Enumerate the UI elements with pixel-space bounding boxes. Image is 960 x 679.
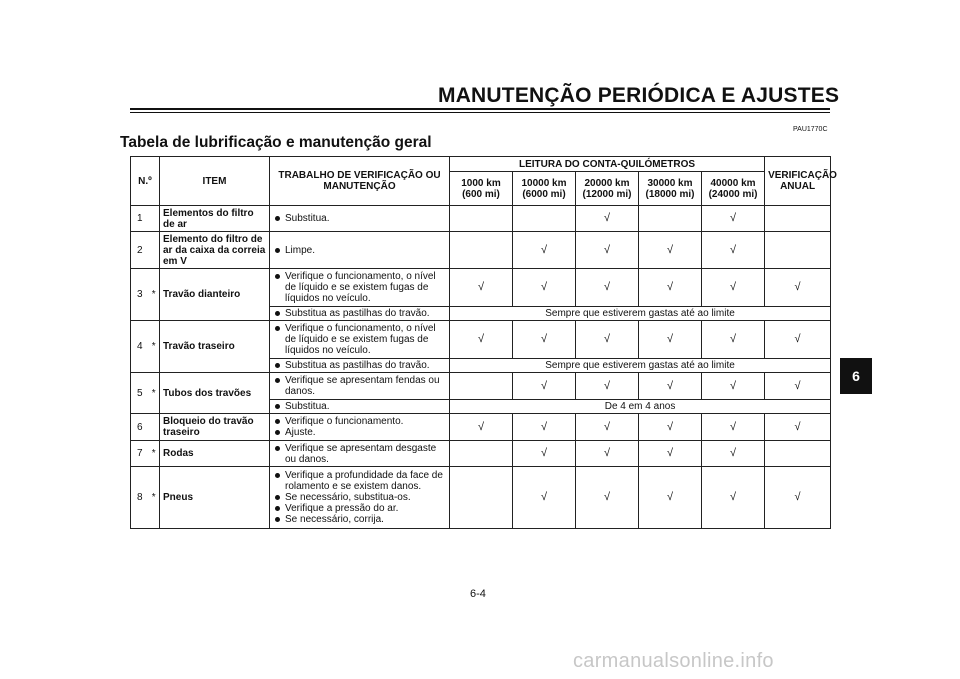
check-mark	[765, 206, 831, 232]
row-number: 6	[131, 414, 149, 441]
row-asterisk	[149, 232, 160, 269]
row-number: 2	[131, 232, 149, 269]
row-work	[270, 400, 450, 414]
work-list	[273, 443, 446, 465]
row-item: Travão traseiro	[160, 321, 270, 373]
check-mark: √	[765, 414, 831, 441]
row-asterisk: *	[149, 441, 160, 467]
check-mark: √	[765, 373, 831, 400]
table-row	[131, 373, 831, 400]
check-mark: √	[639, 441, 702, 467]
check-mark	[450, 206, 513, 232]
table-row	[131, 414, 831, 441]
check-mark: √	[576, 321, 639, 359]
check-mark: √	[513, 467, 576, 529]
interval-km: 1000 km	[461, 177, 501, 189]
work-item: Substitua as pastilhas do travão.	[273, 308, 446, 319]
check-mark: √	[702, 206, 765, 232]
check-mark: √	[639, 414, 702, 441]
page-title: MANUTENÇÃO PERIÓDICA E AJUSTES	[438, 84, 840, 107]
interval-km: 10000 km	[521, 177, 567, 189]
maintenance-table	[130, 156, 837, 529]
check-mark: √	[576, 232, 639, 269]
interval-note: Sempre que estiverem gastas até ao limite	[450, 307, 831, 321]
row-work	[270, 232, 450, 269]
row-number: 3	[131, 269, 149, 321]
check-mark: √	[639, 269, 702, 307]
work-list	[273, 323, 446, 356]
check-mark: √	[513, 321, 576, 359]
row-work	[270, 467, 450, 529]
work-item: Verifique a profundidade da face de rolamento e se existem danos.	[273, 470, 446, 492]
row-work	[270, 321, 450, 359]
check-mark	[450, 467, 513, 529]
title-rule-thin	[130, 112, 830, 113]
row-number: 5	[131, 373, 149, 414]
check-mark: √	[576, 414, 639, 441]
work-item: Substitua.	[273, 401, 446, 412]
check-mark: √	[702, 232, 765, 269]
work-list	[273, 213, 446, 224]
work-list	[273, 245, 446, 256]
row-item: Pneus	[160, 467, 270, 529]
row-work	[270, 269, 450, 307]
row-number: 8	[131, 467, 149, 529]
reference-code: PAU1770C	[793, 126, 828, 133]
check-mark: √	[765, 321, 831, 359]
check-mark	[450, 373, 513, 400]
row-number: 1	[131, 206, 149, 232]
row-item: Tubos dos travões	[160, 373, 270, 414]
work-item: Substitua as pastilhas do travão.	[273, 360, 446, 371]
work-list	[273, 375, 446, 397]
work-item: Verifique se apresentam desgaste ou danos.	[273, 443, 446, 465]
check-mark: √	[702, 467, 765, 529]
header-interval	[639, 172, 702, 206]
header-work: TRABALHO DE VERIFICAÇÃO OU MANUTENÇÃO	[270, 157, 450, 206]
table-row	[131, 321, 831, 359]
work-list	[273, 416, 446, 438]
table-row	[131, 206, 831, 232]
work-item: Se necessário, substitua-os.	[273, 492, 446, 503]
row-item: Bloqueio do travão traseiro	[160, 414, 270, 441]
row-number: 4	[131, 321, 149, 373]
check-mark	[765, 441, 831, 467]
interval-mi: (18000 mi)	[645, 188, 695, 200]
check-mark: √	[450, 414, 513, 441]
row-work	[270, 206, 450, 232]
header-item: ITEM	[160, 157, 270, 206]
table-row	[131, 441, 831, 467]
work-list	[273, 360, 446, 371]
work-list	[273, 308, 446, 319]
row-asterisk: *	[149, 467, 160, 529]
work-item: Verifique o funcionamento.	[273, 416, 446, 427]
check-mark	[513, 206, 576, 232]
check-mark: √	[702, 373, 765, 400]
work-list	[273, 401, 446, 412]
check-mark: √	[702, 321, 765, 359]
work-item: Limpe.	[273, 245, 446, 256]
row-number: 7	[131, 441, 149, 467]
row-work	[270, 359, 450, 373]
header-interval	[702, 172, 765, 206]
row-item: Elemento do filtro de ar da caixa da correia em V	[160, 232, 270, 269]
row-item: Elementos do filtro de ar	[160, 206, 270, 232]
work-item: Substitua.	[273, 213, 446, 224]
check-mark: √	[765, 269, 831, 307]
check-mark: √	[702, 414, 765, 441]
table-row	[131, 232, 831, 269]
interval-note: De 4 em 4 anos	[450, 400, 831, 414]
check-mark: √	[576, 269, 639, 307]
check-mark: √	[576, 206, 639, 232]
chapter-tab[interactable]: 6	[840, 358, 872, 394]
table-body	[131, 206, 831, 529]
work-item: Se necessário, corrija.	[273, 514, 446, 525]
check-mark: √	[702, 269, 765, 307]
check-mark	[639, 206, 702, 232]
check-mark	[450, 232, 513, 269]
row-work	[270, 441, 450, 467]
check-mark	[765, 232, 831, 269]
check-mark: √	[576, 373, 639, 400]
interval-mi: (6000 mi)	[522, 188, 566, 200]
interval-mi: (600 mi)	[462, 188, 500, 200]
row-item: Travão dianteiro	[160, 269, 270, 321]
work-item: Ajuste.	[273, 427, 446, 438]
interval-km: 20000 km	[584, 177, 630, 189]
header-interval	[576, 172, 639, 206]
check-mark: √	[639, 373, 702, 400]
table-row	[131, 269, 831, 307]
header-odometer: LEITURA DO CONTA-QUILÓMETROS	[450, 157, 765, 172]
work-item: Verifique a pressão do ar.	[273, 503, 446, 514]
work-list	[273, 470, 446, 525]
interval-mi: (24000 mi)	[708, 188, 758, 200]
page-number: 6-4	[470, 588, 486, 600]
check-mark: √	[450, 269, 513, 307]
interval-km: 40000 km	[710, 177, 756, 189]
work-item: Verifique o funcionamento, o nível de líquido e se existem fugas de líquidos no veículo.	[273, 323, 446, 356]
watermark: carmanualsonline.info	[573, 650, 774, 672]
check-mark: √	[513, 232, 576, 269]
header-annual-check: VERIFICAÇÃO ANUAL	[765, 157, 831, 206]
check-mark: √	[639, 232, 702, 269]
work-list	[273, 271, 446, 304]
title-rule	[130, 108, 830, 110]
section-title: Tabela de lubrificação e manutenção geral	[120, 134, 432, 151]
interval-km: 30000 km	[647, 177, 693, 189]
row-work	[270, 414, 450, 441]
row-asterisk: *	[149, 373, 160, 414]
header-interval	[450, 172, 513, 206]
row-item: Rodas	[160, 441, 270, 467]
table-row	[131, 467, 831, 529]
row-asterisk	[149, 206, 160, 232]
work-item: Verifique o funcionamento, o nível de líquido e se existem fugas de líquidos no veículo.	[273, 271, 446, 304]
interval-note: Sempre que estiverem gastas até ao limite	[450, 359, 831, 373]
check-mark: √	[513, 441, 576, 467]
check-mark	[450, 441, 513, 467]
check-mark: √	[576, 441, 639, 467]
row-work	[270, 307, 450, 321]
check-mark: √	[639, 321, 702, 359]
check-mark: √	[513, 373, 576, 400]
header-interval	[513, 172, 576, 206]
check-mark: √	[639, 467, 702, 529]
row-asterisk: *	[149, 269, 160, 321]
interval-mi: (12000 mi)	[582, 188, 632, 200]
check-mark: √	[765, 467, 831, 529]
row-asterisk: *	[149, 321, 160, 373]
check-mark: √	[576, 467, 639, 529]
work-item: Verifique se apresentam fendas ou danos.	[273, 375, 446, 397]
check-mark: √	[513, 269, 576, 307]
check-mark: √	[702, 441, 765, 467]
header-number: N.º	[131, 157, 160, 206]
check-mark: √	[450, 321, 513, 359]
row-work	[270, 373, 450, 400]
check-mark: √	[513, 414, 576, 441]
row-asterisk	[149, 414, 160, 441]
